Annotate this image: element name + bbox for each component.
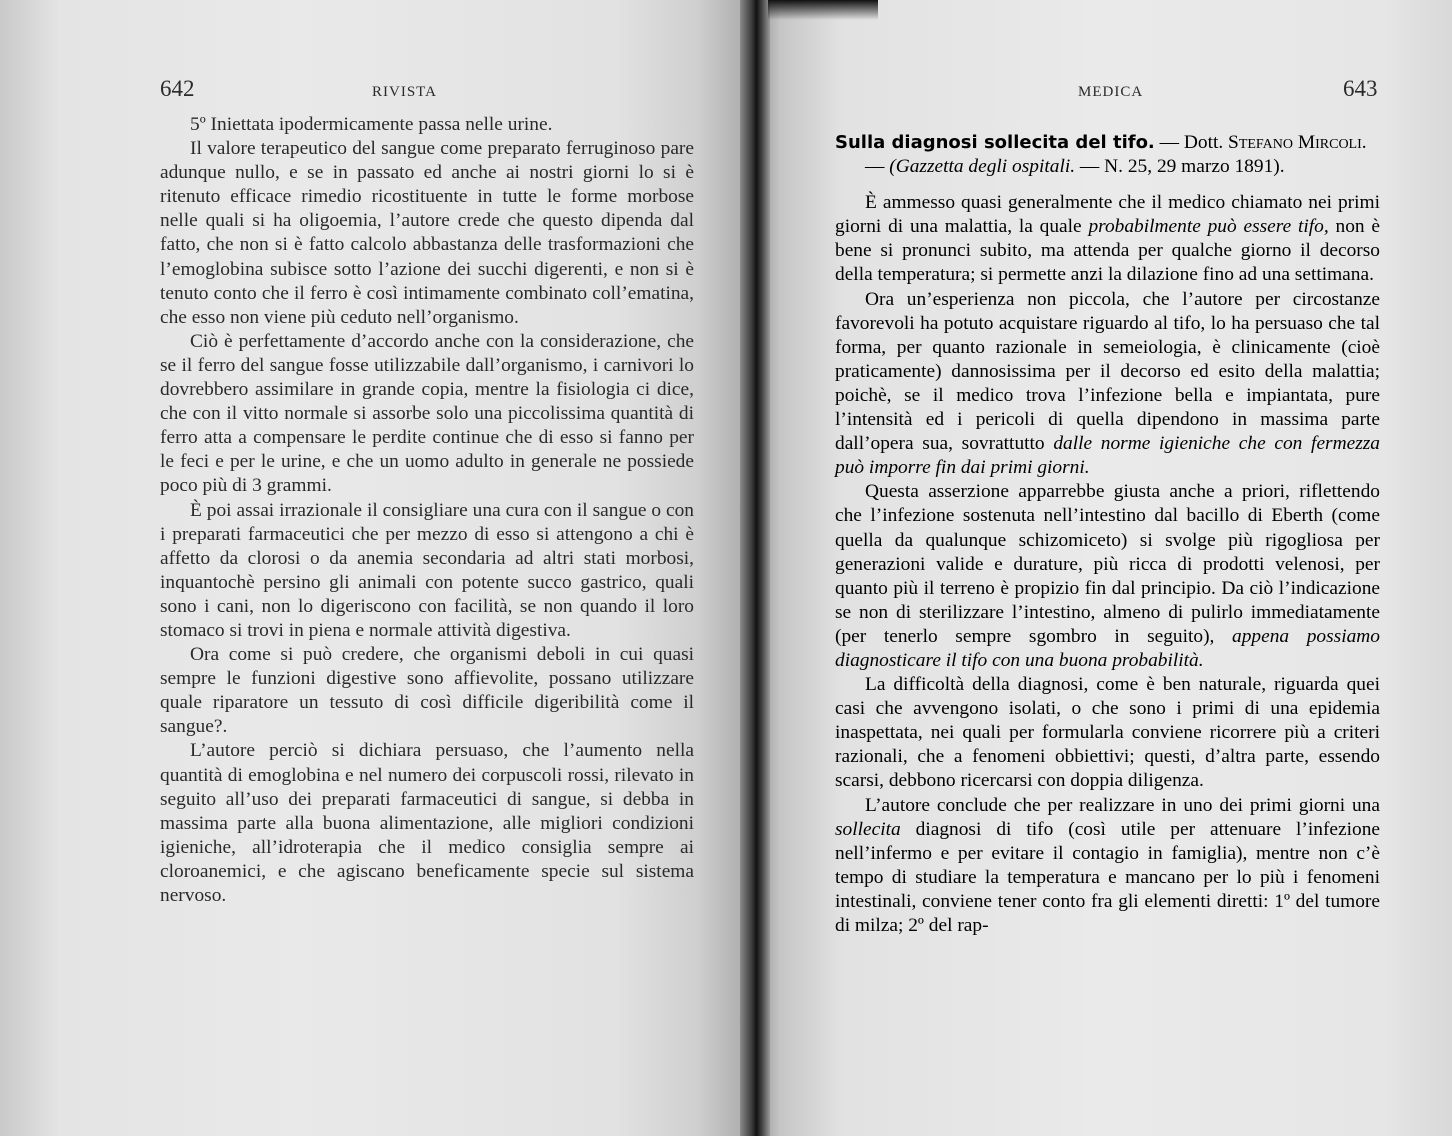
book-gutter: [740, 0, 770, 1136]
paragraph: [835, 794, 1380, 939]
page-number: 643: [1343, 76, 1378, 101]
paragraph-italic: dalle norme igieniche che con fermezza può imporre fin dai primi giorni.: [835, 433, 1380, 479]
paragraph-text: diagnosi di tifo (così utile per attenuare l’infezione nell’infermo e per evitare il contagio in famiglia), mentre non c’è tempo di studiare la temperatura e mancano per lo più i fenomeni intestinali, conviene tener conto fra gli elementi diretti: 1º del tumore di milza; 2º del rap-: [835, 818, 1380, 936]
scan-shadow: [768, 0, 878, 20]
running-head: RIVISTA: [372, 84, 437, 100]
article-author: Stefano Mircoli.: [1228, 132, 1367, 153]
paragraph-text: È ammesso quasi generalmente che il medico chiamato nei primi giorni di una malattia, la quale: [835, 192, 1380, 238]
running-head: MEDICA: [1078, 84, 1144, 100]
heading-separator: —: [865, 156, 890, 178]
paragraph-italic: sollecita: [835, 818, 901, 840]
paragraph: L’autore perciò si dichiara persuaso, che l’aumento nella quantità di emoglobina e nel numero dei corpuscoli rossi, rilevato in seguito all’uso dei preparati farmaceutici di sangue, si debba in massima parte alla buona alimentazione, alle migliori condizioni igieniche, all’idroterapia che il medico consiglia sempre ai cloroanemici, e che agiscano beneficamente specie sul sistema nervoso.: [160, 740, 694, 906]
paragraph: Il valore terapeutico del sangue come preparato ferruginoso pare adunque nullo, e se in passato ed anche ai nostri giorni lo si è ritenuto efficace rimedio ricostituente in tutte le forme morbose nelle quali si ha oligoemia, l’autore crede che questo dipenda dal fatto, che non si è fatto calcolo abbastanza delle trasformazioni che l’emoglobina subisce sotto l’azione dei succhi digerenti, e non si è tenuto conto che il ferro è così intimamente combinato coll’ematina, che esso non viene più ceduto nell’organismo.: [160, 138, 694, 328]
paragraph-italic: appena possiamo diagnosticare il tifo con una buona probabilità.: [835, 625, 1380, 671]
paragraph-text: Questa asserzione apparrebbe giusta anche a priori, riflettendo che l’infezione sostenuta nell’intestino dal bacillo di Eberth (come quella da qualunque schizomiceto) si svolge più rigogliosa per generazioni valide e durature, più ricca di prodotti velenosi, per quanto più il terreno è propizio fin dal principio. Da ciò l’indicazione se non di sterilizzare l’intestino, almeno di pulirlo immediatamente (per tenerlo sempre sgombro in seguito),: [835, 481, 1380, 647]
paragraph: È poi assai irrazionale il consigliare una cura con il sangue o con i preparati farmaceutici che per mezzo di esso si attengono a chi è affetto da clorosi o da anemia secondaria ad altri stati morbosi, inquantochè persino gli animali con potente succo gastrico, quali sono i cani, non lo digeriscono con facilità, se non quando il loro stomaco si trovi in piena e normale attività digestiva.: [160, 499, 694, 641]
paragraph: [835, 191, 1380, 287]
paragraph-text: non è bene si pronunci subito, ma attenda per qualche giorno il decorso della temperatura; si permette anzi la dilazione fino ad una settimana.: [835, 216, 1380, 286]
paragraph: [835, 480, 1380, 673]
heading-separator: — Dott.: [1154, 132, 1229, 153]
paragraph-text: L’autore conclude che per realizzare in uno dei primi giorni una: [865, 794, 1380, 816]
paragraph-italic: probabilmente può essere tifo,: [1088, 216, 1329, 238]
article-title: Sulla diagnosi sollecita del tifo.: [835, 132, 1155, 153]
article-journal: (Gazzetta degli ospitali.: [889, 156, 1076, 178]
article-citation: — N. 25, 29 marzo 1891).: [1075, 156, 1285, 178]
paragraph: 5º Iniettata ipodermicamente passa nelle urine.: [190, 114, 553, 135]
paragraph: Ora come si può credere, che organismi deboli in cui quasi sempre le funzioni digestive sono affievolite, possano utilizzare quale riparatore un tessuto di così difficile digeribilità come il sangue?.: [160, 644, 694, 738]
paragraph: [835, 288, 1380, 481]
right-body-text: [835, 131, 1380, 938]
article-heading: [835, 131, 1380, 179]
paragraph: La difficoltà della diagnosi, come è ben naturale, riguarda quei casi che avvengono isolati, o che sono i primi di una epidemia inaspettata, nei quali per formularla conviene ricorrere più a criteri razionali, che a fenomeni obbiettivi; questi, d’altra parte, essendo scarsi, debbono ricercarsi con doppia diligenza.: [835, 674, 1380, 792]
paragraph-text: Ora un’esperienza non piccola, che l’autore per circostanze favorevoli ha potuto acquistare riguardo al tifo, lo ha persuaso che tal forma, per quanto razionale in semeiologia, è clinicamente (cioè praticamente) dannosissima per il decorso ed esito della malattia; poichè, se il medico trova l’infezione bella e impiantata, pure l’intensità ed i pericoli di quella dipendono in massima parte dall’opera sua, sovrattutto: [835, 288, 1380, 455]
paragraph: Ciò è perfettamente d’accordo anche con la considerazione, che se il ferro del sangue fosse utilizzabile dall’organismo, i carnivori lo dovrebbero assimilare in grande copia, mentre la fisiologia ci dice, che con il vitto normale si assorbe solo una piccolissima quantità di ferro atta a compensare le perdite continue che di esso si fanno per le feci e per le urine, e che un uomo adulto in generale ne possiede poco più di 3 grammi.: [160, 330, 694, 497]
left-body-text: [160, 113, 694, 908]
page-number: 642: [160, 76, 195, 101]
